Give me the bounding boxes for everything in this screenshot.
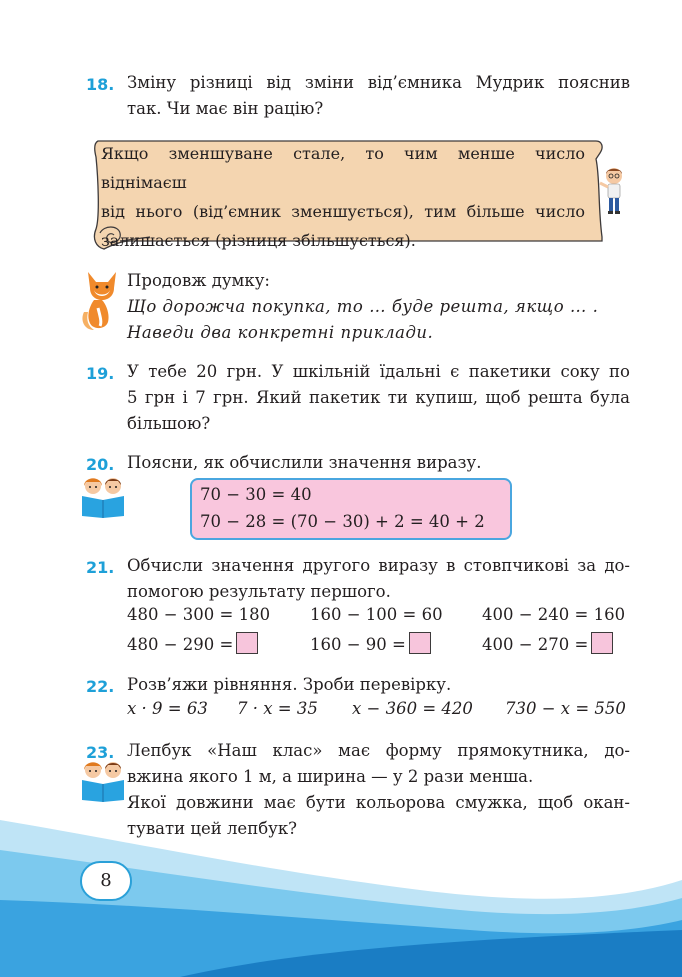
equation-4: 730 − x = 550 bbox=[505, 699, 626, 718]
task-18-line-1: Зміну різниці від зміни від’ємника Мудрик пояснив bbox=[127, 73, 630, 92]
task-23-line-3: Якої довжини має бути кольорова смужка, щоб окан- bbox=[127, 793, 630, 812]
boy-character-icon bbox=[598, 165, 630, 217]
page-number: 8 bbox=[80, 861, 132, 901]
t21-col1-b-row bbox=[127, 632, 258, 654]
t21-col3-b-row bbox=[482, 632, 613, 654]
task-22-text bbox=[127, 672, 630, 698]
quote-line-2: від нього (від’ємник зменшується), тим більше число bbox=[101, 202, 585, 221]
continue-line-1: Що дорожча покупка, то … буде решта, якщо … . bbox=[127, 297, 599, 316]
answer-box-3[interactable] bbox=[591, 632, 613, 654]
answer-box-1[interactable] bbox=[236, 632, 258, 654]
task-19-number: 19. bbox=[86, 364, 115, 383]
task-22-number: 22. bbox=[86, 677, 115, 696]
task-23-line-4: тувати цей лепбук? bbox=[127, 819, 297, 838]
expression-box bbox=[190, 478, 512, 540]
t21-col2-a: 160 − 100 = 60 bbox=[310, 605, 443, 624]
t21-col1-a: 480 − 300 = 180 bbox=[127, 605, 271, 624]
task-21-line-1: Обчисли значення другого виразу в стовпчикові за до- bbox=[127, 556, 630, 575]
t21-col3-a: 400 − 240 = 160 bbox=[482, 605, 626, 624]
task-21-line-2: помогою результату першого. bbox=[127, 582, 391, 601]
continue-label: Продовж думку: bbox=[127, 271, 270, 290]
t21-col2-b-row bbox=[310, 632, 431, 654]
task-22-line-1: Розв’яжи рівняння. Зроби перевірку. bbox=[127, 675, 452, 694]
t21-col2-b: 160 − 90 = bbox=[310, 635, 406, 654]
t21-col1-b: 480 − 290 = bbox=[127, 635, 234, 654]
equation-3: x − 360 = 420 bbox=[352, 699, 473, 718]
children-reading-icon-2 bbox=[78, 760, 128, 802]
quote-line-3: залишається (різниця збільшується). bbox=[101, 231, 416, 250]
t21-col3-b: 400 − 270 = bbox=[482, 635, 589, 654]
task-18-continue bbox=[127, 268, 630, 346]
task-23-text bbox=[127, 738, 630, 842]
task-19-line-2: 5 грн і 7 грн. Який пакетик ти купиш, щоб решта була bbox=[127, 388, 630, 407]
equation-2: 7 · x = 35 bbox=[237, 699, 318, 718]
task-23-number: 23. bbox=[86, 743, 115, 762]
fox-icon bbox=[80, 268, 124, 332]
task-21-text bbox=[127, 553, 630, 605]
expression-1: 70 − 30 = 40 bbox=[200, 485, 312, 504]
task-19-text bbox=[127, 359, 630, 437]
mudryk-quote bbox=[101, 139, 585, 255]
answer-box-2[interactable] bbox=[409, 632, 431, 654]
task-18-text bbox=[127, 70, 630, 122]
task-21-number: 21. bbox=[86, 558, 115, 577]
task-20-text bbox=[127, 450, 630, 476]
equation-1: x · 9 = 63 bbox=[127, 699, 208, 718]
task-18-line-2: так. Чи має він рацію? bbox=[127, 99, 324, 118]
continue-line-2: Наведи два конкретні приклади. bbox=[127, 323, 434, 342]
task-23-line-1: Лепбук «Наш клас» має форму прямокутника, до- bbox=[127, 741, 630, 760]
task-19-line-3: більшою? bbox=[127, 414, 211, 433]
task-18-number: 18. bbox=[86, 75, 115, 94]
task-20-line-1: Поясни, як обчислили значення виразу. bbox=[127, 453, 482, 472]
task-20-number: 20. bbox=[86, 455, 115, 474]
children-reading-icon bbox=[78, 476, 128, 518]
task-23-line-2: вжина якого 1 м, а ширина — у 2 рази менша. bbox=[127, 767, 534, 786]
quote-line-1: Якщо зменшуване стале, то чим менше число віднімаєш bbox=[101, 144, 585, 192]
task-19-line-1: У тебе 20 грн. У шкільній їдальні є пакетики соку по bbox=[127, 362, 630, 381]
expression-2: 70 − 28 = (70 − 30) + 2 = 40 + 2 bbox=[200, 512, 485, 531]
